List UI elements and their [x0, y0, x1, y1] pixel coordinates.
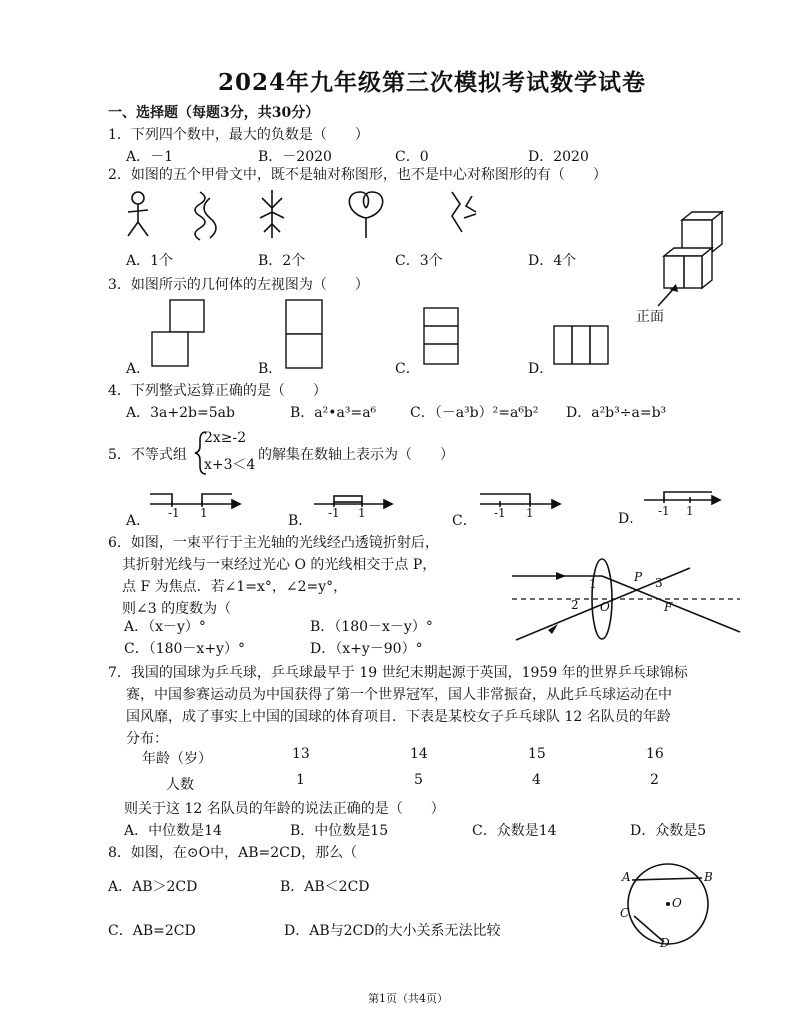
q8-option-c[interactable]: C．AB=2CD [108, 923, 196, 939]
view-b [286, 300, 322, 368]
q6-option-c[interactable]: C．（180－x+y）° [124, 641, 245, 657]
q6-option-a[interactable]: A．（x－y）° [124, 619, 206, 635]
view-c [424, 308, 458, 364]
tick-neg1-b: -1 [328, 506, 340, 520]
circle-point-a: A [622, 870, 631, 884]
q4-stem: 4．下列整式运算正确的是（ ） [108, 383, 327, 399]
count-16: 2 [650, 772, 659, 788]
tick-1-b: 1 [358, 506, 366, 520]
q1-stem: 1．下列四个数中，最大的负数是（ ） [108, 127, 369, 143]
q4-option-c[interactable]: C．（－a³b）²=a⁶b² [410, 405, 539, 421]
q8-option-a[interactable]: A．AB＞2CD [108, 879, 198, 895]
front-label: 正面 [636, 309, 664, 325]
age-16: 16 [646, 746, 664, 762]
q7-line-3: 国风靡，成了事实上中国的国球的体育项目．下表是某校女子乒乓球队 12 名队员的年龄 [126, 709, 671, 725]
tick-neg1-c: -1 [494, 506, 506, 520]
view-a [152, 300, 204, 366]
lens-point-o: O [600, 600, 610, 614]
q7-option-d[interactable]: D．众数是5 [630, 823, 707, 839]
q1-option-a[interactable]: A．－1 [126, 149, 174, 165]
q8-stem: 8．如图，在⊙O中，AB=2CD，那么（ [108, 845, 358, 861]
age-14: 14 [410, 746, 428, 762]
q2-option-c[interactable]: C．3个 [395, 253, 443, 269]
q7-line-2: 赛，中国参赛运动员为中国获得了第一个世界冠军，国人非常振奋，从此乒乓球运动在中 [126, 687, 672, 703]
q6-option-d[interactable]: D．（x+y－90）° [310, 641, 423, 657]
page-footer: 第1页（共4页） [368, 992, 448, 1005]
tick-1-d: 1 [686, 504, 694, 518]
number-lines [0, 488, 794, 518]
section-heading: 一、选择题（每题3分，共30分） [108, 105, 320, 121]
q7-option-c[interactable]: C．众数是14 [472, 823, 557, 839]
q6-line-2: 其折射光线与一束经过光心 O 的光线相交于点 P， [122, 557, 437, 573]
lens-point-p: P [634, 570, 643, 584]
numline-d [644, 492, 720, 504]
age-table-row1-label: 年龄（岁） [142, 751, 212, 767]
q8-option-d[interactable]: D．AB与2CD的大小关系无法比较 [284, 923, 501, 939]
q8-option-b[interactable]: B．AB＜2CD [280, 879, 370, 895]
lens-angle-3: 3 [655, 576, 663, 590]
tick-neg1-d: -1 [658, 504, 670, 518]
lens-angle-2: 2 [571, 598, 579, 612]
q6-option-b[interactable]: B．（180－x－y）° [310, 619, 433, 635]
circle-point-d: D [660, 936, 670, 950]
q5-option-d[interactable]: D． [618, 511, 644, 527]
q1-option-c[interactable]: C．0 [395, 149, 429, 165]
tick-1-c: 1 [526, 506, 534, 520]
tick-1-a: 1 [200, 506, 208, 520]
q5-prefix: 5．不等式组 [108, 447, 187, 463]
circle-point-c: C [620, 906, 630, 920]
q3-option-c[interactable]: C． [395, 361, 420, 377]
q3-stem: 3．如图所示的几何体的左视图为（ ） [108, 277, 369, 293]
numline-b [314, 496, 392, 508]
page-title: 2024年九年级第三次模拟考试数学试卷 [218, 69, 647, 96]
count-13: 1 [296, 772, 305, 788]
count-14: 5 [414, 772, 423, 788]
q1-option-d[interactable]: D．2020 [528, 149, 589, 165]
q6-line-1: 6．如图，一束平行于主光轴的光线经凸透镜折射后， [108, 535, 439, 551]
lens-figure [0, 558, 794, 668]
age-15: 15 [528, 746, 546, 762]
q5-option-c[interactable]: C． [452, 513, 477, 529]
lens-point-f: F [664, 600, 673, 614]
q3-option-b[interactable]: B． [258, 361, 283, 377]
system-line-1: 2x≥-2 [204, 430, 247, 446]
age-table-row2-label: 人数 [166, 777, 194, 793]
circle-point-b: B [704, 870, 713, 884]
q5-option-a[interactable]: A． [126, 513, 151, 529]
q1-option-b[interactable]: B．－2020 [258, 149, 332, 165]
q2-option-a[interactable]: A．1个 [126, 253, 174, 269]
q7-option-a[interactable]: A．中位数是14 [124, 823, 222, 839]
q7-line-1: 7．我国的国球为乒乓球，乒乓球最早于 19 世纪末期起源于英国，1959 年的世界乒乓球锦标 [108, 665, 688, 681]
q2-stem: 2．如图的五个甲骨文中，既不是轴对称图形，也不是中心对称图形的有（ ） [108, 167, 607, 183]
q2-option-d[interactable]: D．4个 [528, 253, 577, 269]
age-13: 13 [292, 746, 310, 762]
q6-line-3: 点 F 为焦点．若∠1=x°，∠2=y°， [122, 579, 348, 595]
tick-neg1-a: -1 [168, 506, 180, 520]
circle-center-o: O [672, 896, 682, 910]
lens-angle-1: 1 [589, 577, 597, 591]
count-15: 4 [532, 772, 541, 788]
q7-line-4: 分布： [126, 731, 168, 747]
q4-option-d[interactable]: D．a²b³÷a=b³ [566, 405, 667, 421]
q3-option-d[interactable]: D． [528, 361, 554, 377]
numline-a [150, 494, 240, 508]
q2-option-b[interactable]: B．2个 [258, 253, 306, 269]
system-line-2: x+3＜4 [204, 457, 256, 473]
numline-c [480, 494, 560, 508]
view-d [554, 326, 608, 364]
q5-suffix: 的解集在数轴上表示为（ ） [258, 447, 454, 463]
q3-option-a[interactable]: A． [126, 361, 151, 377]
q7-question: 则关于这 12 名队员的年龄的说法正确的是（ ） [124, 801, 445, 817]
q5-option-b[interactable]: B． [288, 513, 313, 529]
q6-line-4: 则∠3 的度数为（ [122, 601, 232, 617]
q7-option-b[interactable]: B．中位数是15 [290, 823, 389, 839]
q4-option-a[interactable]: A．3a+2b=5ab [126, 405, 235, 421]
q4-option-b[interactable]: B．a²•a³=a⁶ [290, 405, 377, 421]
